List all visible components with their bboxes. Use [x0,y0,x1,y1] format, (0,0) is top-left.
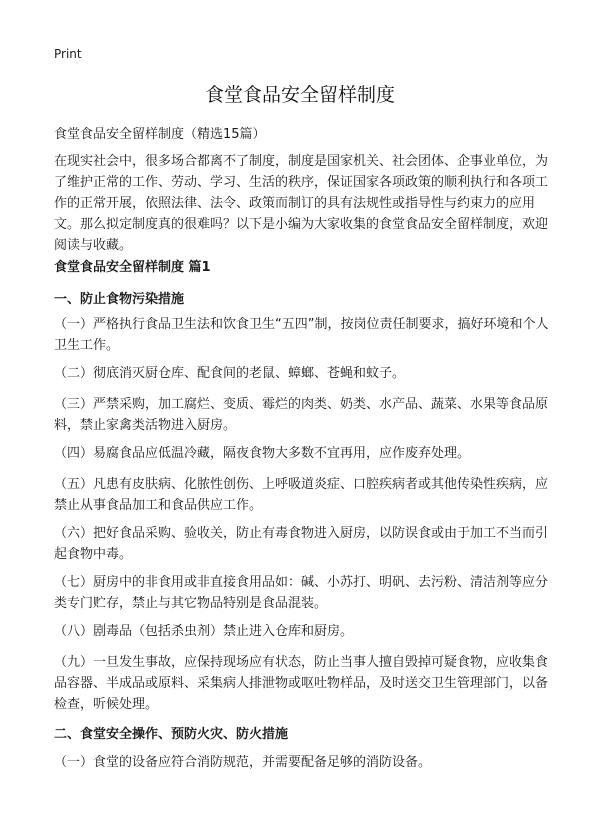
section-heading-fire-safety: 二、食堂安全操作、预防火灾、防火措施 [54,727,289,742]
document-subtitle: 食堂食品安全留样制度（精选15篇） [54,127,266,142]
section-heading-food-pollution: 一、防止食物污染措施 [54,292,185,307]
intro-paragraph: 在现实社会中，很多场合都离不了制度，制度是国家机关、社会团体、企事业单位，为了维护正常的工作、劳动、学习、生活的秩序，保证国家各项政策的顺利执行和各项工作的正常开展，依照法律、法令、政策而制订的具有法规性或指导性与约束力的应用文。那么拟定制度真的很难吗？以下是小编为大家收集的食堂食品安全留样制度，欢迎阅读与收藏。 [54,154,549,253]
list-item: （三）严禁采购，加工腐烂、变质、霉烂的肉类、奶类、水产品、蔬菜、水果等食品原料，禁止家禽类活物进入厨房。 [54,397,549,433]
list-item: （六）把好食品采购、验收关，防止有毒食物进入厨房，以防误食或由于加工不当而引起食物中毒。 [54,526,549,562]
list-item: （七）厨房中的非食用或非直接食用品如：碱、小苏打、明矾、去污粉、清洁剂等应分类专门贮存，禁止与其它物品特别是食品混装。 [54,575,549,611]
article-heading: 食堂食品安全留样制度 篇1 [54,260,211,275]
list-item: （一）食堂的设备应符合消防规范，并需要配备足够的消防设备。 [54,755,432,770]
list-item: （二）彻底消灭厨仓库、配食间的老鼠、蟑螂、苍蝇和蚊子。 [54,366,406,381]
page-title: 食堂食品安全留样制度 [204,84,395,106]
list-item: （一）严格执行食品卫生法和饮食卫生“五四”制，按岗位责任制要求，搞好环境和个人卫生工作。 [54,317,549,353]
list-item: （四）易腐食品应低温冷藏，隔夜食物大多数不宜再用，应作废弃处理。 [54,446,471,461]
list-item: （五）凡患有皮肤病、化脓性创伤、上呼吸道炎症、口腔疾病者或其他传染性疾病，应禁止从事食品加工和食品供应工作。 [54,477,549,513]
list-item: （八）剧毒品（包括杀虫剂）禁止进入仓库和厨房。 [54,624,354,639]
print-link[interactable]: Print [54,47,82,61]
list-item: （九）一旦发生事故，应保持现场应有状态，防止当事人擅自毁掉可疑食物，应收集食品容器、半成品或原料、采集病人排泄物或呕吐物样品，及时送交卫生管理部门，以备检查，听候处理。 [54,655,549,712]
